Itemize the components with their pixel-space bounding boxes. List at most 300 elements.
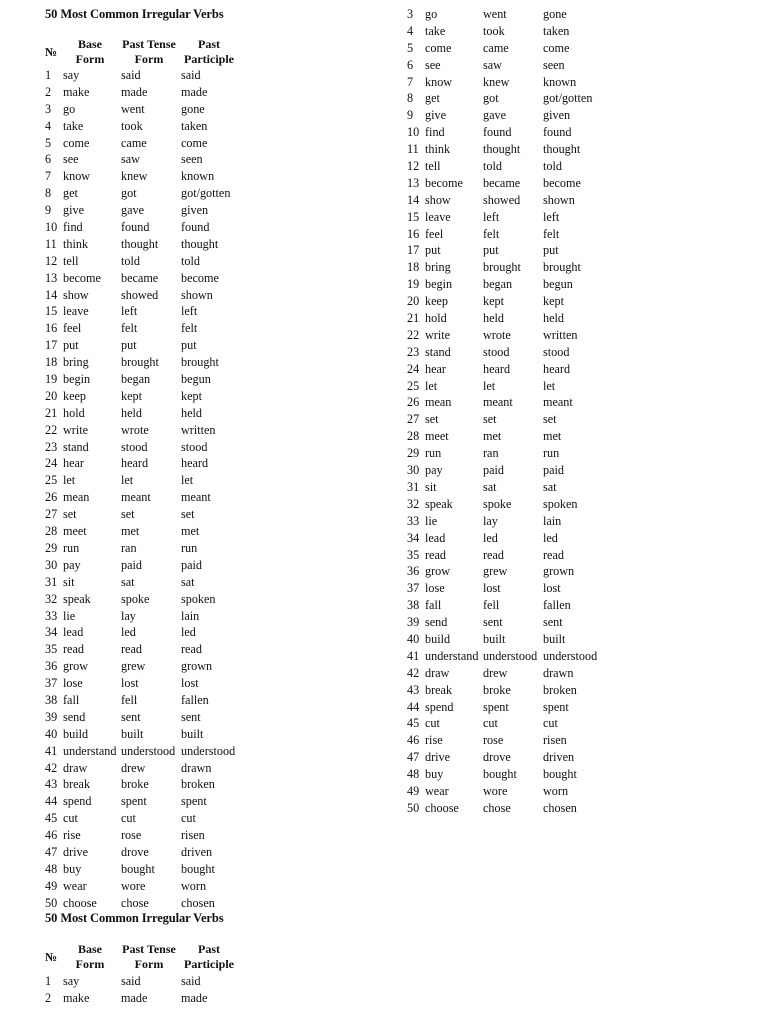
base-form: show: [425, 192, 451, 207]
verb-number: 40: [45, 726, 58, 741]
past-participle: lain: [181, 608, 200, 623]
table-row: [45, 118, 255, 135]
base-form: spend: [425, 699, 454, 714]
past-participle: put: [181, 338, 197, 353]
base-form: run: [63, 540, 80, 555]
table-row: [45, 320, 255, 337]
past-tense: paid: [483, 463, 504, 478]
verb-number: 11: [45, 236, 57, 251]
past-tense: held: [121, 405, 142, 420]
base-form: become: [425, 175, 463, 190]
past-tense: came: [121, 135, 147, 150]
table-row: [407, 293, 617, 310]
table-row: [45, 354, 255, 371]
past-participle: driven: [543, 750, 575, 765]
verb-number: 29: [45, 540, 58, 555]
past-participle: taken: [543, 23, 570, 38]
past-tense: grew: [483, 564, 508, 579]
past-participle: grown: [181, 659, 213, 674]
past-participle: bought: [543, 767, 577, 782]
base-form: keep: [425, 294, 449, 309]
past-participle: broken: [543, 682, 577, 697]
verb-number: 27: [45, 507, 58, 522]
past-participle: lost: [543, 581, 561, 596]
past-participle: become: [543, 175, 581, 190]
past-tense: sat: [121, 574, 135, 589]
table-row: [45, 973, 255, 990]
page-title-repeat: 50 Most Common Irregular Verbs: [45, 911, 224, 925]
verb-number: 42: [407, 665, 420, 680]
past-participle: built: [181, 726, 204, 741]
past-participle: shown: [181, 287, 213, 302]
base-form: take: [63, 118, 84, 133]
base-form: lose: [425, 581, 445, 596]
base-form: understand: [425, 648, 479, 663]
past-tense: read: [121, 642, 142, 657]
past-tense: wore: [121, 878, 146, 893]
table-row: [407, 276, 617, 293]
base-form: begin: [63, 372, 91, 387]
base-form: wear: [63, 878, 87, 893]
past-participle: read: [543, 547, 564, 562]
base-form: lead: [425, 530, 446, 545]
verb-number: 34: [407, 530, 420, 545]
verb-number: 15: [45, 304, 58, 319]
table-header-repeat: [45, 942, 245, 972]
past-tense: said: [121, 974, 141, 988]
table-row: [45, 591, 255, 608]
past-participle: cut: [543, 716, 558, 731]
page-title: 50 Most Common Irregular Verbs: [45, 7, 224, 21]
past-tense: led: [483, 530, 498, 545]
verb-number: 32: [45, 591, 58, 606]
past-tense: ran: [121, 540, 137, 555]
past-tense: stood: [121, 439, 148, 454]
base-form: know: [63, 169, 91, 184]
table-row: [407, 648, 617, 665]
past-tense: became: [483, 175, 521, 190]
table-row: [45, 557, 255, 574]
past-participle: worn: [181, 878, 207, 893]
verb-number: 32: [407, 496, 420, 511]
header-part-line2: Participle: [184, 51, 234, 66]
header-number: №: [45, 950, 58, 964]
table-row: [407, 361, 617, 378]
past-tense: knew: [483, 74, 510, 89]
verb-number: 2: [45, 84, 52, 99]
past-tense: meant: [483, 395, 513, 410]
base-form: set: [425, 412, 439, 427]
base-form: lose: [63, 676, 83, 691]
past-tense: wrote: [483, 327, 511, 342]
past-tense: met: [483, 429, 502, 444]
past-tense: drew: [121, 760, 146, 775]
base-form: cut: [63, 811, 78, 826]
past-tense: gave: [121, 203, 145, 218]
verb-number: 30: [407, 463, 420, 478]
base-form: take: [425, 23, 446, 38]
base-form: send: [425, 615, 448, 630]
header-base-line1: Base: [78, 37, 102, 51]
past-tense: set: [121, 507, 135, 522]
past-tense: sat: [483, 479, 497, 494]
past-tense: put: [483, 243, 499, 258]
past-tense: drew: [483, 665, 508, 680]
table-row: [45, 506, 255, 523]
base-form: spend: [63, 794, 92, 809]
base-form: find: [63, 220, 83, 235]
table-row: [407, 411, 617, 428]
past-participle: got/gotten: [543, 91, 593, 106]
past-participle: written: [543, 327, 578, 342]
base-form: speak: [63, 591, 91, 606]
verb-number: 30: [45, 557, 58, 572]
table-row: [45, 388, 255, 405]
table-row: [407, 766, 617, 783]
base-form: begin: [425, 277, 453, 292]
table-row: [45, 675, 255, 692]
past-tense: felt: [121, 321, 138, 336]
table-row: [407, 530, 617, 547]
past-tense: got: [483, 91, 499, 106]
base-form: bring: [63, 355, 89, 370]
verb-number: 19: [45, 372, 58, 387]
base-form: stand: [425, 344, 451, 359]
past-tense: broke: [483, 682, 511, 697]
base-form: feel: [63, 321, 82, 336]
base-form: make: [63, 84, 90, 99]
table-row: [407, 699, 617, 716]
verb-number: 24: [407, 361, 420, 376]
verb-number: 3: [45, 101, 52, 116]
table-row: [45, 726, 255, 743]
table-row: [407, 563, 617, 580]
table-row: [45, 270, 255, 287]
past-tense: rose: [121, 828, 142, 843]
header-base-form: [65, 942, 115, 971]
past-tense: brought: [121, 355, 159, 370]
table-row: [407, 90, 617, 107]
table-row: [407, 783, 617, 800]
base-form: see: [425, 57, 441, 72]
table-row: [407, 6, 617, 23]
table-row: [45, 861, 255, 878]
past-participle: said: [181, 68, 201, 82]
verb-number: 47: [45, 844, 58, 859]
past-participle: got/gotten: [181, 186, 231, 201]
table-row: [407, 158, 617, 175]
past-tense: spoke: [483, 496, 512, 511]
past-participle: run: [181, 540, 198, 555]
base-form: write: [425, 327, 451, 342]
past-tense: saw: [121, 152, 140, 167]
base-form: draw: [63, 760, 88, 775]
past-participle: gone: [543, 7, 567, 21]
verb-number: 50: [407, 800, 420, 815]
past-tense: spent: [483, 699, 509, 714]
verb-number: 37: [45, 676, 58, 691]
verb-number: 23: [45, 439, 58, 454]
past-participle: shown: [543, 192, 575, 207]
verb-number: 43: [45, 777, 58, 792]
past-tense: spoke: [121, 591, 150, 606]
verb-table-left: [45, 67, 255, 912]
past-tense: made: [121, 990, 148, 1005]
table-row: [407, 259, 617, 276]
past-participle: set: [543, 412, 557, 427]
table-row: [45, 253, 255, 270]
past-participle: felt: [181, 321, 198, 336]
base-form: fall: [63, 692, 80, 707]
table-row: [45, 337, 255, 354]
base-form: know: [425, 74, 453, 89]
past-participle: understood: [543, 648, 598, 663]
past-tense: found: [483, 125, 512, 140]
past-participle: heard: [543, 361, 571, 376]
past-tense: told: [121, 253, 140, 268]
base-form: let: [63, 473, 76, 488]
verb-number: 15: [407, 209, 420, 224]
verb-number: 5: [45, 135, 52, 150]
header-past-participle: [181, 37, 237, 66]
header-base-line1: Base: [78, 942, 102, 956]
table-row: [407, 597, 617, 614]
table-row: [45, 422, 255, 439]
past-tense: ran: [483, 446, 499, 461]
base-form: break: [425, 682, 453, 697]
verb-number: 42: [45, 760, 58, 775]
table-row: [45, 151, 255, 168]
table-row: [407, 327, 617, 344]
table-row: [407, 74, 617, 91]
base-form: build: [63, 726, 89, 741]
past-tense: understood: [121, 743, 176, 758]
table-row: [45, 574, 255, 591]
verb-number: 48: [45, 861, 58, 876]
past-tense: got: [121, 186, 137, 201]
past-tense: showed: [121, 287, 159, 302]
table-row: [45, 709, 255, 726]
verb-number: 37: [407, 581, 420, 596]
past-participle: stood: [543, 344, 570, 359]
base-form: speak: [425, 496, 453, 511]
past-tense: rose: [483, 733, 504, 748]
verb-number: 36: [407, 564, 420, 579]
table-row: [45, 523, 255, 540]
past-participle: broken: [181, 777, 215, 792]
verb-number: 38: [407, 598, 420, 613]
verb-number: 43: [407, 682, 420, 697]
past-participle: left: [181, 304, 198, 319]
table-row: [45, 895, 255, 912]
past-tense: stood: [483, 344, 510, 359]
past-participle: spoken: [181, 591, 216, 606]
past-tense: fell: [483, 598, 500, 613]
past-tense: lost: [483, 581, 501, 596]
verb-number: 47: [407, 750, 420, 765]
verb-number: 41: [45, 743, 58, 758]
past-tense: knew: [121, 169, 148, 184]
header-past-line2: Form: [134, 51, 164, 66]
past-participle: kept: [181, 388, 202, 403]
verb-number: 50: [45, 895, 58, 910]
past-tense: lay: [121, 608, 136, 623]
past-tense: chose: [121, 895, 149, 910]
base-form: find: [425, 125, 445, 140]
table-row: [407, 547, 617, 564]
past-participle: read: [181, 642, 202, 657]
verb-number: 10: [45, 220, 58, 235]
table-row: [407, 479, 617, 496]
verb-number: 6: [407, 57, 414, 72]
base-form: come: [63, 135, 90, 150]
verb-number: 21: [45, 405, 58, 420]
base-form: drive: [63, 844, 89, 859]
past-participle: fallen: [543, 598, 571, 613]
past-participle: paid: [181, 557, 202, 572]
table-row: [407, 665, 617, 682]
header-past-participle: [181, 942, 237, 971]
base-form: tell: [425, 159, 441, 174]
verb-number: 1: [45, 974, 52, 988]
table-row: [407, 141, 617, 158]
table-row: [407, 682, 617, 699]
past-tense: gave: [483, 108, 507, 123]
past-tense: went: [121, 101, 145, 116]
table-row: [45, 405, 255, 422]
table-row: [45, 439, 255, 456]
past-tense: drove: [483, 750, 511, 765]
table-row: [45, 641, 255, 658]
header-base-form: [65, 37, 115, 66]
table-row: [407, 580, 617, 597]
table-row: [407, 175, 617, 192]
past-participle: set: [181, 507, 195, 522]
base-form: rise: [425, 733, 443, 748]
table-row: [407, 310, 617, 327]
table-row: [407, 513, 617, 530]
table-row: [45, 540, 255, 557]
past-participle: meant: [181, 490, 211, 505]
past-tense: fell: [121, 692, 138, 707]
base-form: stand: [63, 439, 89, 454]
table-row: [45, 84, 255, 101]
past-participle: held: [181, 405, 202, 420]
base-form: think: [425, 142, 451, 157]
base-form: keep: [63, 388, 87, 403]
verb-number: 1: [45, 68, 52, 82]
verb-number: 44: [45, 794, 58, 809]
past-tense: held: [483, 311, 504, 326]
verb-number: 8: [45, 186, 52, 201]
past-participle: risen: [181, 828, 205, 843]
past-participle: written: [181, 422, 216, 437]
base-form: fall: [425, 598, 442, 613]
past-tense: lay: [483, 513, 498, 528]
past-participle: come: [181, 135, 208, 150]
table-row: [45, 371, 255, 388]
table-row: [45, 101, 255, 118]
base-form: lie: [63, 608, 76, 623]
base-form: pay: [425, 463, 443, 478]
table-row: [45, 776, 255, 793]
verb-number: 33: [407, 513, 420, 528]
base-form: pay: [63, 557, 81, 572]
past-tense: sent: [121, 709, 141, 724]
base-form: grow: [63, 659, 89, 674]
past-tense: thought: [121, 236, 159, 251]
past-participle: told: [181, 253, 200, 268]
past-tense: bought: [121, 861, 155, 876]
table-row: [45, 135, 255, 152]
past-participle: drawn: [543, 665, 574, 680]
past-tense: heard: [483, 361, 511, 376]
past-participle: given: [181, 203, 209, 218]
table-row: [45, 455, 255, 472]
verb-number: 16: [407, 226, 420, 241]
past-participle: found: [181, 220, 210, 235]
table-row: [45, 287, 255, 304]
base-form: read: [63, 642, 84, 657]
verb-number: 38: [45, 692, 58, 707]
verb-number: 3: [407, 7, 414, 21]
past-participle: led: [543, 530, 558, 545]
verb-number: 11: [407, 142, 419, 157]
base-form: write: [63, 422, 89, 437]
header-part-line2: Participle: [184, 956, 234, 971]
base-form: think: [63, 236, 89, 251]
past-tense: bought: [483, 767, 517, 782]
base-form: get: [63, 186, 78, 201]
base-form: make: [63, 990, 90, 1005]
past-participle: brought: [543, 260, 581, 275]
base-form: bring: [425, 260, 451, 275]
table-row: [45, 844, 255, 861]
past-tense: wrote: [121, 422, 149, 437]
verb-number: 26: [407, 395, 420, 410]
verb-number: 28: [407, 429, 420, 444]
past-tense: drove: [121, 844, 149, 859]
past-participle: grown: [543, 564, 575, 579]
past-tense: began: [483, 277, 513, 292]
past-tense: sent: [483, 615, 503, 630]
past-participle: met: [543, 429, 562, 444]
past-tense: lost: [121, 676, 139, 691]
table-row: [407, 378, 617, 395]
past-participle: known: [181, 169, 215, 184]
past-participle: sent: [181, 709, 201, 724]
table-row: [407, 209, 617, 226]
verb-number: 17: [45, 338, 58, 353]
past-participle: met: [181, 524, 200, 539]
verb-number: 23: [407, 344, 420, 359]
header-part-line1: Past: [198, 942, 220, 956]
base-form: come: [425, 40, 452, 55]
base-form: lie: [425, 513, 438, 528]
table-row: [407, 445, 617, 462]
past-participle: brought: [181, 355, 219, 370]
past-participle: said: [181, 974, 201, 988]
base-form: mean: [425, 395, 452, 410]
past-participle: spent: [543, 699, 569, 714]
base-form: say: [63, 68, 80, 82]
table-row: [407, 749, 617, 766]
table-row: [407, 462, 617, 479]
verb-number: 24: [45, 456, 58, 471]
past-tense: made: [121, 84, 148, 99]
past-participle: sat: [181, 574, 195, 589]
table-row: [45, 219, 255, 236]
